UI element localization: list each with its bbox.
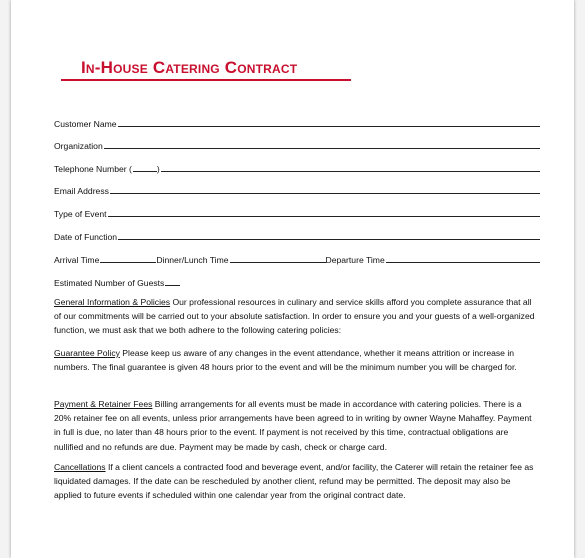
dinner-lunch-time-label: Dinner/Lunch Time — [156, 255, 229, 265]
customer-name-label: Customer Name — [54, 119, 117, 129]
departure-time-label: Departure Time — [325, 255, 385, 265]
section-text: Please keep us aware of any changes in the event attendance, whether it means attrition or increase in numbers. The final guarantee is given 48 hours prior to the event and will be the minimum number you will be charged for. — [54, 348, 517, 373]
section-guarantee-policy — [54, 346, 538, 374]
type-of-event-field[interactable] — [54, 206, 540, 219]
guests-field[interactable] — [54, 275, 180, 288]
document-page — [11, 0, 574, 558]
departure-time-line[interactable] — [386, 262, 540, 263]
guests-line[interactable] — [165, 285, 180, 286]
guests-label: Estimated Number of Guests — [54, 278, 165, 288]
area-code-line[interactable] — [133, 171, 157, 172]
customer-name-field[interactable] — [54, 116, 540, 129]
telephone-line[interactable] — [161, 171, 540, 172]
document-title: In-House Catering Contract — [61, 58, 351, 81]
section-payment-retainer — [54, 397, 538, 454]
arrival-time-line[interactable] — [100, 262, 156, 263]
type-of-event-line[interactable] — [108, 216, 540, 217]
telephone-close-paren: ) — [156, 164, 160, 174]
arrival-time-label: Arrival Time — [54, 255, 100, 265]
section-text: If a client cancels a contracted food and beverage event, and/or facility, the Caterer will retain the retainer fee as liquidated damages. If the date can be rescheduled by another client, refund may be permitted. The deposit may also be applied to future events if scheduled within one calendar year from the original contract date. — [54, 462, 534, 501]
email-label: Email Address — [54, 186, 109, 196]
date-of-function-line[interactable] — [118, 239, 540, 240]
times-field[interactable] — [54, 252, 540, 265]
email-line[interactable] — [110, 193, 540, 194]
section-heading: General Information & Policies — [54, 297, 171, 307]
organization-label: Organization — [54, 141, 103, 151]
section-text: Billing arrangements for all events must be made in accordance with catering policies. There is a 20% retainer fee on all events, unless prior arrangements have been agreed to in writing by owner Wayne Mahaffey. Payment in full is due, no later than 48 hours prior to the event. If payment is not received by this time, contractual obligations are nullified and no refunds are due. Payment may be made by cash, check or charge card. — [54, 399, 532, 452]
section-heading: Payment & Retainer Fees — [54, 399, 153, 409]
date-of-function-label: Date of Function — [54, 232, 118, 242]
section-cancellations — [54, 460, 538, 503]
section-heading: Cancellations — [54, 462, 106, 472]
telephone-label: Telephone Number ( — [54, 164, 132, 174]
customer-name-line[interactable] — [118, 126, 540, 127]
section-text: Our professional resources in culinary and service skills afford you complete assurance that all of our commitments will be carried out to your absolute satisfaction. In order to ensure you and your guests of a well-organized function, we must ask that we both adhere to the following catering policies: — [54, 297, 535, 336]
telephone-field[interactable] — [54, 161, 540, 174]
email-field[interactable] — [54, 183, 540, 196]
type-of-event-label: Type of Event — [54, 209, 107, 219]
organization-field[interactable] — [54, 138, 540, 151]
date-of-function-field[interactable] — [54, 229, 540, 242]
organization-line[interactable] — [104, 148, 540, 149]
section-general-information — [54, 295, 538, 338]
dinner-lunch-time-line[interactable] — [230, 262, 326, 263]
section-heading: Guarantee Policy — [54, 348, 120, 358]
